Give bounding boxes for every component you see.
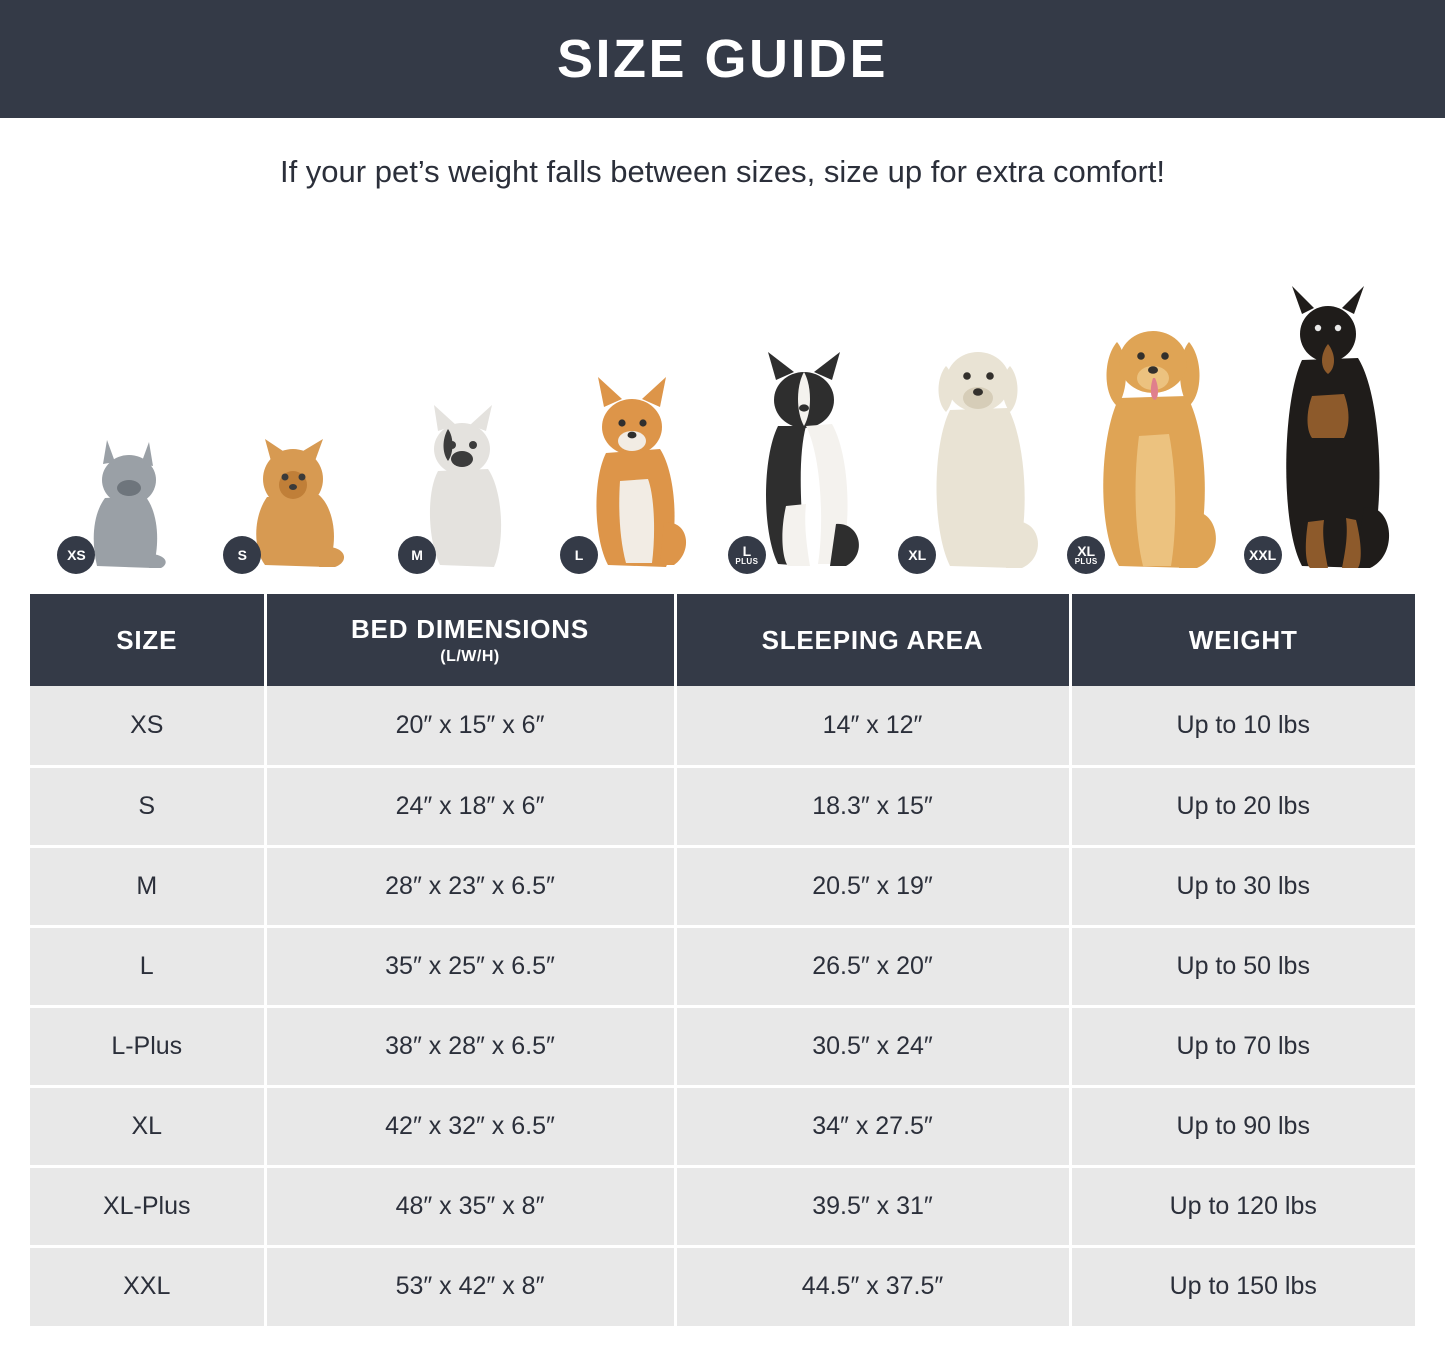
table-row — [30, 1246, 1415, 1326]
cell-sleeping-area: 30.5″ x 24″ — [675, 1006, 1070, 1086]
subtitle-section — [0, 118, 1445, 226]
pet-figure-l — [560, 371, 710, 576]
cell-dimensions: 53″ x 42″ x 8″ — [265, 1246, 675, 1326]
cell-size: XL — [30, 1086, 265, 1166]
cell-size: M — [30, 846, 265, 926]
size-badge-l — [560, 536, 598, 574]
size-badge-label: XL — [1077, 542, 1096, 559]
size-table — [30, 594, 1415, 1326]
column-header-label: SLEEPING AREA — [761, 624, 984, 655]
size-badge-l-plus — [728, 536, 766, 574]
pet-figure-xl-plus — [1067, 306, 1242, 576]
pet-size-illustration-row — [30, 226, 1415, 576]
cell-sleeping-area: 18.3″ x 15″ — [675, 766, 1070, 846]
cell-dimensions: 35″ x 25″ x 6.5″ — [265, 926, 675, 1006]
table-row — [30, 926, 1415, 1006]
pet-item — [894, 326, 1067, 576]
size-badge-xxl — [1244, 536, 1282, 574]
size-badge-xl-plus — [1067, 536, 1105, 574]
cell-size: L — [30, 926, 265, 1006]
cell-dimensions: 48″ x 35″ x 8″ — [265, 1166, 675, 1246]
subtitle-text: If your pet’s weight falls between sizes, size up for extra comfort! — [279, 154, 1166, 189]
page-title: SIZE GUIDE — [556, 29, 889, 89]
pet-item — [1242, 286, 1415, 576]
cell-weight: Up to 20 lbs — [1070, 766, 1415, 846]
table-row — [30, 1086, 1415, 1166]
table-row — [30, 686, 1415, 766]
cell-sleeping-area: 20.5″ x 19″ — [675, 846, 1070, 926]
cell-weight: Up to 30 lbs — [1070, 846, 1415, 926]
size-badge-sublabel: PLUS — [1074, 557, 1098, 567]
size-badge-label: M — [411, 546, 423, 563]
cell-weight: Up to 150 lbs — [1070, 1246, 1415, 1326]
cell-dimensions: 38″ x 28″ x 6.5″ — [265, 1006, 675, 1086]
cell-dimensions: 42″ x 32″ x 6.5″ — [265, 1086, 675, 1166]
cell-dimensions: 20″ x 15″ x 6″ — [265, 686, 675, 766]
column-header-weight — [1070, 594, 1415, 686]
column-header-sublabel: (L/W/H) — [440, 648, 500, 665]
pet-figure-s — [223, 421, 355, 576]
table-header-row — [30, 594, 1415, 686]
column-header-sleeping-area — [675, 594, 1070, 686]
cell-weight: Up to 120 lbs — [1070, 1166, 1415, 1246]
size-badge-label: XL — [908, 546, 927, 563]
pet-item — [1067, 306, 1242, 576]
header-bar — [0, 0, 1445, 118]
cell-weight: Up to 50 lbs — [1070, 926, 1415, 1006]
size-badge-label: XXL — [1248, 546, 1277, 563]
cell-dimensions: 24″ x 18″ x 6″ — [265, 766, 675, 846]
cell-sleeping-area: 39.5″ x 31″ — [675, 1166, 1070, 1246]
pet-item — [203, 421, 376, 576]
table-row — [30, 1166, 1415, 1246]
pet-item — [721, 346, 894, 576]
column-header-size — [30, 594, 265, 686]
cell-sleeping-area: 44.5″ x 37.5″ — [675, 1246, 1070, 1326]
column-header-dimensions — [265, 594, 675, 686]
pet-figure-xxl — [1244, 286, 1414, 576]
table-row — [30, 766, 1415, 846]
pet-item — [30, 436, 203, 576]
cell-sleeping-area: 26.5″ x 20″ — [675, 926, 1070, 1006]
size-badge-sublabel: PLUS — [735, 557, 759, 567]
size-badge-label: L — [742, 542, 752, 559]
pet-item — [549, 371, 722, 576]
pet-item — [376, 401, 549, 576]
size-badge-label: S — [237, 546, 247, 563]
pet-figure-xs — [57, 436, 175, 576]
pet-figure-xl — [898, 326, 1063, 576]
size-badge-label: XS — [67, 546, 86, 563]
cell-sleeping-area: 34″ x 27.5″ — [675, 1086, 1070, 1166]
golden-retriever-icon — [1067, 306, 1242, 571]
size-badge-label: L — [574, 546, 584, 563]
table-header — [30, 594, 1415, 686]
labrador-retriever-icon — [898, 326, 1063, 571]
doberman-icon — [1244, 286, 1414, 571]
cell-size: S — [30, 766, 265, 846]
cell-size: XS — [30, 686, 265, 766]
column-header-label: BED DIMENSIONS — [350, 614, 589, 644]
cell-size: XXL — [30, 1246, 265, 1326]
cell-weight: Up to 90 lbs — [1070, 1086, 1415, 1166]
cell-weight: Up to 10 lbs — [1070, 686, 1415, 766]
cell-dimensions: 28″ x 23″ x 6.5″ — [265, 846, 675, 926]
size-badge-xl — [898, 536, 936, 574]
column-header-label: SIZE — [116, 624, 178, 655]
cell-weight: Up to 70 lbs — [1070, 1006, 1415, 1086]
cell-size: XL-Plus — [30, 1166, 265, 1246]
cell-size: L-Plus — [30, 1006, 265, 1086]
pet-figure-m — [398, 401, 526, 576]
table-body — [30, 686, 1415, 1326]
column-header-label: WEIGHT — [1188, 624, 1298, 655]
size-badge-m — [398, 536, 436, 574]
pet-figure-l-plus — [728, 346, 888, 576]
cell-sleeping-area: 14″ x 12″ — [675, 686, 1070, 766]
table-row — [30, 1006, 1415, 1086]
size-table-section — [30, 594, 1415, 1326]
table-row — [30, 846, 1415, 926]
